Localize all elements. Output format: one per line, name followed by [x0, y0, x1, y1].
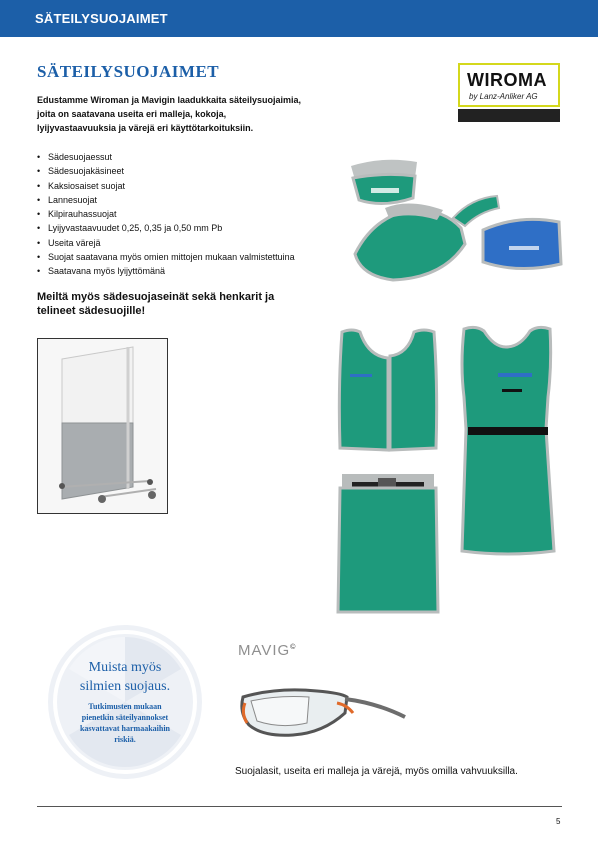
- mavig-logo: [238, 642, 296, 659]
- wiroma-logo-subtitle: by Lanz-Anliker AG: [469, 92, 538, 101]
- stands-note: Meiltä myös sädesuojaseinät sekä henkarit ja telineet sädesuojille!: [37, 291, 275, 317]
- list-item: • Lannesuojat: [37, 193, 317, 207]
- list-item: • Suojat saatavana myös omien mittojen mukaan valmistettuina: [37, 250, 317, 264]
- radiation-screen-photo: [37, 338, 168, 514]
- header-title: SÄTEILYSUOJAIMET: [35, 11, 168, 26]
- thyroid-collars-image: [333, 148, 568, 283]
- apron-image: [454, 325, 560, 557]
- wiroma-logo-name: WIROMA: [467, 70, 547, 90]
- list-item: • Kaksiosaiset suojat: [37, 179, 317, 193]
- page-title: SÄTEILYSUOJAIMET: [37, 62, 220, 81]
- wiroma-logo: [458, 63, 560, 107]
- badge-text: Tutkimusten mukaan pienetkin säteilyannokset kasvattavat harmaakaihin riskiä.: [79, 702, 170, 744]
- product-list: [37, 150, 317, 279]
- badge-title-line: Muista myös: [88, 660, 162, 675]
- page-number: 5: [556, 817, 561, 826]
- vest-image: [332, 326, 442, 454]
- list-item: • Saatavana myös lyijyttömänä: [37, 264, 317, 278]
- logo-band: [458, 109, 560, 122]
- mavig-logo-name: MAVIG: [238, 642, 291, 659]
- radiation-screen-illustration: [38, 339, 167, 513]
- header-bar: [0, 0, 598, 37]
- skirt-image: [332, 466, 442, 616]
- safety-glasses-image: [237, 683, 407, 753]
- list-item: • Useita värejä: [37, 236, 317, 250]
- copyright-mark: ©: [290, 644, 297, 651]
- list-item: • Sädesuojaessut: [37, 150, 317, 164]
- list-item: • Lyijyvastaavuudet 0,25, 0,35 ja 0,50 mm Pb: [37, 221, 317, 235]
- badge-title-line: silmien suojaus.: [79, 679, 171, 694]
- footer-divider: [37, 806, 562, 807]
- badge-title: [46, 658, 204, 696]
- list-item: • Kilpirauhassuojat: [37, 207, 317, 221]
- glasses-caption: Suojalasit, useita eri malleja ja värejä, myös omilla vahvuuksilla.: [235, 766, 518, 777]
- list-item: • Sädesuojakäsineet: [37, 164, 317, 178]
- intro-paragraph: Edustamme Wiroman ja Mavigin laadukkaita säteilysuojaimia, joita on saatavana useita eri malleja, kokoja, lyijyvastaavuuksia ja värejä eri käyttötarkoituksiin.: [37, 95, 302, 133]
